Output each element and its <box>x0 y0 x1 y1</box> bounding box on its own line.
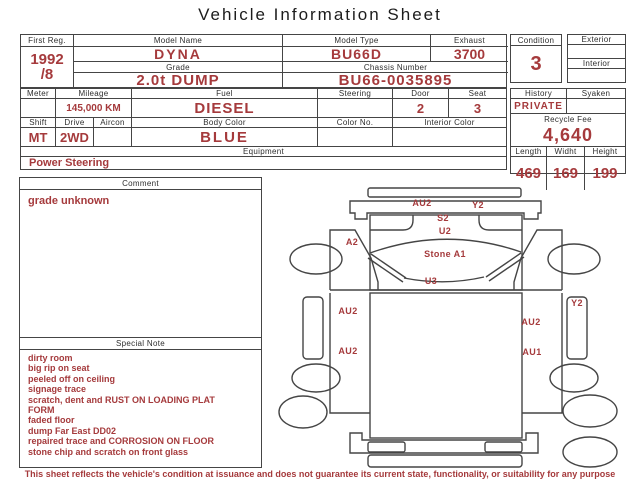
height-label: Height <box>585 147 625 157</box>
exterior-grade <box>568 45 625 58</box>
recycle-fee-grid <box>511 114 625 147</box>
history-value: PRIVATE <box>511 99 567 114</box>
interior-color-value <box>393 128 506 147</box>
syaken-value <box>567 99 625 114</box>
interior-grade <box>568 69 625 82</box>
specs-row-1 <box>21 89 506 118</box>
recycle-fee-value: 4,640 <box>511 124 625 147</box>
special-note-line: faded floor <box>28 415 75 426</box>
grade-value: 2.0t DUMP <box>74 73 283 87</box>
comment-text: grade unknown <box>28 195 110 207</box>
length-value: 469 <box>511 157 547 190</box>
first-reg-month: /8 <box>40 66 54 83</box>
special-note-line: stone chip and scratch on front glass <box>28 446 189 457</box>
history-syaken-grid <box>511 89 625 114</box>
drive-value: 2WD <box>56 128 94 147</box>
damage-diagram <box>275 180 635 472</box>
history-label: History <box>511 89 567 99</box>
specs-table <box>20 88 507 170</box>
special-note-line: FORM <box>28 405 55 416</box>
registration-table <box>20 34 507 88</box>
damage-code-label: Stone A1 <box>424 249 466 259</box>
special-note-line: repaired trace and CORROSION ON FLOOR <box>28 436 215 447</box>
drive-label: Drive <box>56 118 94 128</box>
damage-code-label: U3 <box>424 276 438 286</box>
comment-note-box <box>19 177 262 468</box>
width-label: Widht <box>547 147 585 157</box>
model-type-value: BU66D <box>283 47 431 62</box>
comment-body <box>20 190 261 337</box>
damage-code-label: U2 <box>438 226 452 236</box>
length-label: Length <box>511 147 547 157</box>
interior-label: Interior <box>568 58 625 69</box>
exhaust-label: Exhaust <box>431 35 508 47</box>
special-note-line: peeled off on ceiling <box>28 373 116 384</box>
damage-code-label: S2 <box>437 213 449 223</box>
grade-label: Grade <box>74 62 283 73</box>
diagram-labels <box>275 180 635 472</box>
condition-label: Condition <box>511 35 561 46</box>
meter-label: Meter <box>21 89 56 99</box>
condition-grade: 3 <box>530 52 542 75</box>
steering-value <box>318 99 393 118</box>
seat-value: 3 <box>449 99 506 118</box>
page-title: Vehicle Information Sheet <box>198 5 442 24</box>
equipment-label: Equipment <box>21 147 506 157</box>
special-note-header: Special Note <box>20 337 261 350</box>
color-no-value <box>318 128 393 147</box>
special-note-line: big rip on seat <box>28 363 90 374</box>
height-value: 199 <box>592 165 618 182</box>
condition-box <box>510 34 562 83</box>
equipment-value: Power Steering <box>29 157 110 169</box>
aircon-label: Aircon <box>94 118 132 128</box>
shift-value: MT <box>21 128 56 147</box>
first-reg-value <box>21 47 74 87</box>
specs-row-2 <box>21 118 506 147</box>
special-note-line: dirty room <box>28 353 73 363</box>
fuel-value: DIESEL <box>132 99 318 118</box>
special-note-body <box>20 350 261 467</box>
aircon-value <box>94 128 132 147</box>
model-name-value: DYNA <box>74 47 283 62</box>
door-label: Door <box>393 89 449 99</box>
first-reg-label: First Reg. <box>21 35 74 47</box>
exterior-label: Exterior <box>568 35 625 45</box>
body-color-value: BLUE <box>132 128 318 147</box>
damage-code-label: AU2 <box>412 198 432 208</box>
exhaust-value: 3700 <box>431 47 508 62</box>
chassis-number-value: BU66-0035895 <box>338 71 453 89</box>
damage-code-label: Y2 <box>472 200 484 210</box>
special-note-line: signage trace <box>28 384 87 395</box>
damage-code-label: AU2 <box>338 306 358 316</box>
recycle-fee-label: Recycle Fee <box>544 114 592 124</box>
meter-value <box>21 99 56 118</box>
comment-header: Comment <box>20 178 261 190</box>
door-value: 2 <box>393 99 449 118</box>
damage-code-label: A2 <box>345 237 359 247</box>
damage-code-label: AU2 <box>338 346 358 356</box>
special-note-line: scratch, dent and RUST ON LOADING PLAT <box>28 394 215 405</box>
special-note-line: dump Far East DD02 <box>28 425 117 436</box>
width-value: 169 <box>547 157 585 190</box>
damage-code-label: AU2 <box>521 317 541 327</box>
fuel-label: Fuel <box>132 89 318 99</box>
footer-disclaimer: This sheet reflects the vehicle's condition at issuance and does not guarantee its current state, functionality, or suitability for any purpose <box>24 469 616 479</box>
damage-code-label: Y2 <box>571 298 583 308</box>
mileage-value: 145,000 KM <box>56 99 132 118</box>
mileage-label: Mileage <box>56 89 132 99</box>
first-reg-year: 1992 <box>30 51 64 68</box>
chassis-number-label: Chassis Number <box>283 62 508 73</box>
steering-label: Steering <box>318 89 393 99</box>
equipment-section <box>21 147 506 169</box>
damage-code-label: AU1 <box>522 347 542 357</box>
history-panel <box>510 88 626 182</box>
exterior-interior-box <box>567 34 626 83</box>
interior-color-label: Interior Color <box>393 118 506 128</box>
shift-label: Shift <box>21 118 56 128</box>
body-color-label: Body Color <box>132 118 318 128</box>
model-name-label: Model Name <box>74 35 283 47</box>
seat-label: Seat <box>449 89 506 99</box>
color-no-label: Color No. <box>318 118 393 128</box>
model-type-label: Model Type <box>283 35 431 47</box>
syaken-label: Syaken <box>567 89 625 99</box>
